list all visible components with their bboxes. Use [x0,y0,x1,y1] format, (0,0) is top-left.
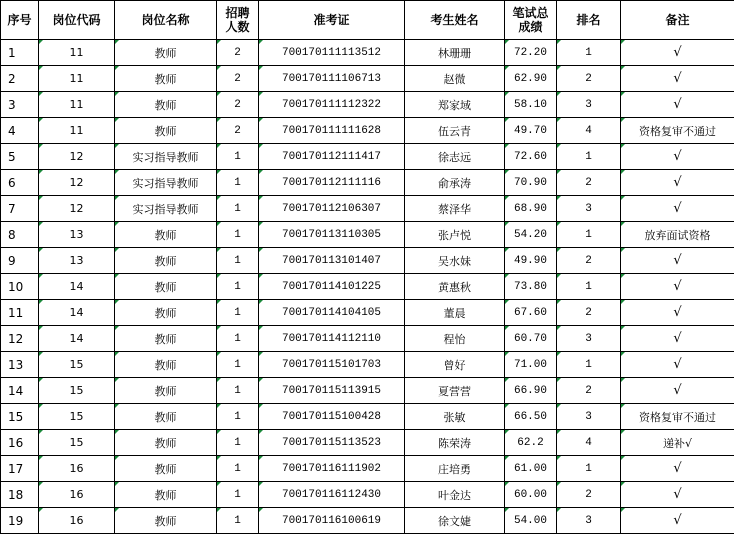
header-post-code: 岗位代码 [39,1,115,40]
header-post-name: 岗位名称 [115,1,217,40]
cell-name: 徐文婕 [405,508,505,534]
cell-exam-no: 700170115100428 [259,404,405,430]
cell-post-name: 教师 [115,456,217,482]
cell-rank: 4 [557,118,621,144]
cell-note: √ [621,508,734,534]
table-row [1,352,734,378]
cell-note: √ [621,66,734,92]
header-score [505,1,557,40]
cell-exam-no: 700170116112430 [259,482,405,508]
cell-note: √ [621,196,734,222]
table-row [1,300,734,326]
cell-score: 73.80 [505,274,557,300]
cell-score: 49.70 [505,118,557,144]
cell-note: √ [621,326,734,352]
cell-recruit: 1 [217,352,259,378]
cell-score: 62.2 [505,430,557,456]
cell-score: 66.90 [505,378,557,404]
cell-exam-no: 700170113110305 [259,222,405,248]
cell-score: 49.90 [505,248,557,274]
cell-rank: 3 [557,508,621,534]
cell-score: 58.10 [505,92,557,118]
cell-exam-no: 700170112106307 [259,196,405,222]
cell-score: 62.90 [505,66,557,92]
cell-score: 71.00 [505,352,557,378]
cell-rank: 2 [557,378,621,404]
cell-score: 60.00 [505,482,557,508]
cell-exam-no: 700170111106713 [259,66,405,92]
cell-seq: 2 [1,66,39,92]
cell-post-code: 15 [39,352,115,378]
cell-score: 72.60 [505,144,557,170]
cell-rank: 1 [557,274,621,300]
cell-name: 董晨 [405,300,505,326]
cell-post-code: 16 [39,456,115,482]
cell-exam-no: 700170111111628 [259,118,405,144]
cell-recruit: 1 [217,248,259,274]
cell-seq: 3 [1,92,39,118]
cell-note: √ [621,456,734,482]
cell-seq: 15 [1,404,39,430]
cell-recruit: 1 [217,144,259,170]
cell-seq: 17 [1,456,39,482]
cell-recruit: 2 [217,66,259,92]
cell-score: 67.60 [505,300,557,326]
cell-recruit: 1 [217,326,259,352]
cell-seq: 10 [1,274,39,300]
cell-post-name: 教师 [115,40,217,66]
cell-seq: 7 [1,196,39,222]
cell-post-code: 13 [39,222,115,248]
cell-post-code: 11 [39,40,115,66]
cell-rank: 1 [557,352,621,378]
cell-seq: 5 [1,144,39,170]
cell-exam-no: 700170112111116 [259,170,405,196]
cell-score: 54.00 [505,508,557,534]
table-row [1,248,734,274]
cell-rank: 3 [557,196,621,222]
cell-post-code: 15 [39,378,115,404]
cell-rank: 2 [557,482,621,508]
cell-score: 54.20 [505,222,557,248]
cell-recruit: 1 [217,430,259,456]
cell-note: √ [621,40,734,66]
cell-note: 递补√ [621,430,734,456]
table-row [1,274,734,300]
table-row [1,326,734,352]
cell-exam-no: 700170112111417 [259,144,405,170]
cell-rank: 3 [557,404,621,430]
table-row [1,66,734,92]
cell-post-name: 教师 [115,66,217,92]
cell-recruit: 2 [217,92,259,118]
cell-recruit: 1 [217,196,259,222]
cell-name: 叶金达 [405,482,505,508]
cell-seq: 12 [1,326,39,352]
cell-post-code: 12 [39,170,115,196]
cell-note: √ [621,92,734,118]
cell-seq: 6 [1,170,39,196]
cell-name: 庄培勇 [405,456,505,482]
cell-exam-no: 700170113101407 [259,248,405,274]
cell-name: 伍云青 [405,118,505,144]
cell-post-name: 教师 [115,508,217,534]
cell-post-name: 教师 [115,274,217,300]
table-row [1,430,734,456]
cell-score: 68.90 [505,196,557,222]
cell-post-name: 教师 [115,378,217,404]
header-seq: 序号 [1,1,39,40]
cell-name: 赵微 [405,66,505,92]
cell-exam-no: 700170115113523 [259,430,405,456]
cell-post-code: 12 [39,144,115,170]
cell-post-code: 11 [39,118,115,144]
cell-name: 徐志远 [405,144,505,170]
cell-name: 曾好 [405,352,505,378]
cell-note: √ [621,482,734,508]
cell-post-name: 实习指导教师 [115,196,217,222]
table-row [1,508,734,534]
cell-recruit: 2 [217,118,259,144]
cell-post-name: 教师 [115,118,217,144]
cell-recruit: 1 [217,508,259,534]
cell-seq: 11 [1,300,39,326]
cell-seq: 9 [1,248,39,274]
table-row [1,118,734,144]
cell-recruit: 1 [217,378,259,404]
cell-note: √ [621,144,734,170]
cell-note: √ [621,352,734,378]
cell-post-code: 11 [39,66,115,92]
cell-post-name: 教师 [115,326,217,352]
cell-recruit: 1 [217,456,259,482]
cell-name: 黄惠秋 [405,274,505,300]
cell-score: 72.20 [505,40,557,66]
table-row [1,170,734,196]
cell-seq: 8 [1,222,39,248]
cell-score: 60.70 [505,326,557,352]
header-score-line2: 成绩 [518,20,543,34]
cell-post-code: 11 [39,92,115,118]
cell-seq: 4 [1,118,39,144]
cell-recruit: 1 [217,300,259,326]
cell-recruit: 1 [217,274,259,300]
header-recruit-count [217,1,259,40]
cell-name: 蔡泽华 [405,196,505,222]
cell-rank: 2 [557,300,621,326]
cell-name: 程怡 [405,326,505,352]
cell-post-code: 15 [39,430,115,456]
table-row [1,482,734,508]
cell-post-code: 14 [39,274,115,300]
cell-post-name: 教师 [115,482,217,508]
header-recruit-line1: 招聘 [225,6,250,20]
cell-post-code: 15 [39,404,115,430]
cell-post-name: 教师 [115,248,217,274]
cell-rank: 2 [557,66,621,92]
cell-name: 张卢悦 [405,222,505,248]
table-row [1,144,734,170]
cell-name: 林珊珊 [405,40,505,66]
cell-post-code: 16 [39,482,115,508]
cell-name: 俞承涛 [405,170,505,196]
cell-recruit: 1 [217,222,259,248]
cell-post-name: 教师 [115,430,217,456]
cell-rank: 1 [557,144,621,170]
cell-note: 资格复审不通过 [621,404,734,430]
cell-exam-no: 700170111113512 [259,40,405,66]
cell-exam-no: 700170115113915 [259,378,405,404]
cell-rank: 2 [557,248,621,274]
cell-name: 吴水妹 [405,248,505,274]
cell-post-name: 教师 [115,92,217,118]
cell-post-code: 13 [39,248,115,274]
cell-note: √ [621,274,734,300]
header-name: 考生姓名 [405,1,505,40]
cell-recruit: 1 [217,170,259,196]
header-note: 备注 [621,1,734,40]
table-row [1,40,734,66]
cell-note: 资格复审不通过 [621,118,734,144]
cell-post-name: 教师 [115,300,217,326]
header-rank: 排名 [557,1,621,40]
cell-score: 66.50 [505,404,557,430]
cell-post-code: 16 [39,508,115,534]
cell-note: √ [621,248,734,274]
table-body [1,40,734,534]
cell-name: 郑家域 [405,92,505,118]
cell-score: 70.90 [505,170,557,196]
cell-recruit: 1 [217,404,259,430]
cell-name: 张敏 [405,404,505,430]
header-exam-no: 准考证 [259,1,405,40]
cell-seq: 16 [1,430,39,456]
cell-rank: 1 [557,40,621,66]
cell-note: √ [621,170,734,196]
cell-post-name: 实习指导教师 [115,144,217,170]
table-row [1,92,734,118]
cell-rank: 1 [557,456,621,482]
cell-post-name: 实习指导教师 [115,170,217,196]
cell-seq: 18 [1,482,39,508]
cell-exam-no: 700170114112110 [259,326,405,352]
cell-note: √ [621,300,734,326]
cell-rank: 4 [557,430,621,456]
cell-post-name: 教师 [115,222,217,248]
cell-exam-no: 700170116100619 [259,508,405,534]
cell-rank: 1 [557,222,621,248]
cell-score: 61.00 [505,456,557,482]
cell-exam-no: 700170114104105 [259,300,405,326]
table-row [1,222,734,248]
cell-name: 陈荣涛 [405,430,505,456]
cell-exam-no: 700170114101225 [259,274,405,300]
cell-rank: 3 [557,326,621,352]
table-row [1,404,734,430]
cell-seq: 14 [1,378,39,404]
cell-exam-no: 700170111112322 [259,92,405,118]
cell-note: 放弃面试资格 [621,222,734,248]
cell-post-code: 12 [39,196,115,222]
table-row [1,456,734,482]
cell-exam-no: 700170116111902 [259,456,405,482]
cell-recruit: 1 [217,482,259,508]
header-score-line1: 笔试总 [512,6,549,20]
cell-rank: 3 [557,92,621,118]
cell-post-name: 教师 [115,404,217,430]
cell-note: √ [621,378,734,404]
cell-post-code: 14 [39,326,115,352]
cell-seq: 1 [1,40,39,66]
table-row [1,378,734,404]
table-row [1,196,734,222]
cell-rank: 2 [557,170,621,196]
cell-post-code: 14 [39,300,115,326]
cell-seq: 13 [1,352,39,378]
cell-name: 夏营营 [405,378,505,404]
cell-post-name: 教师 [115,352,217,378]
header-recruit-line2: 人数 [225,20,250,34]
header-row [1,1,734,40]
cell-recruit: 2 [217,40,259,66]
cell-exam-no: 700170115101703 [259,352,405,378]
cell-seq: 19 [1,508,39,534]
